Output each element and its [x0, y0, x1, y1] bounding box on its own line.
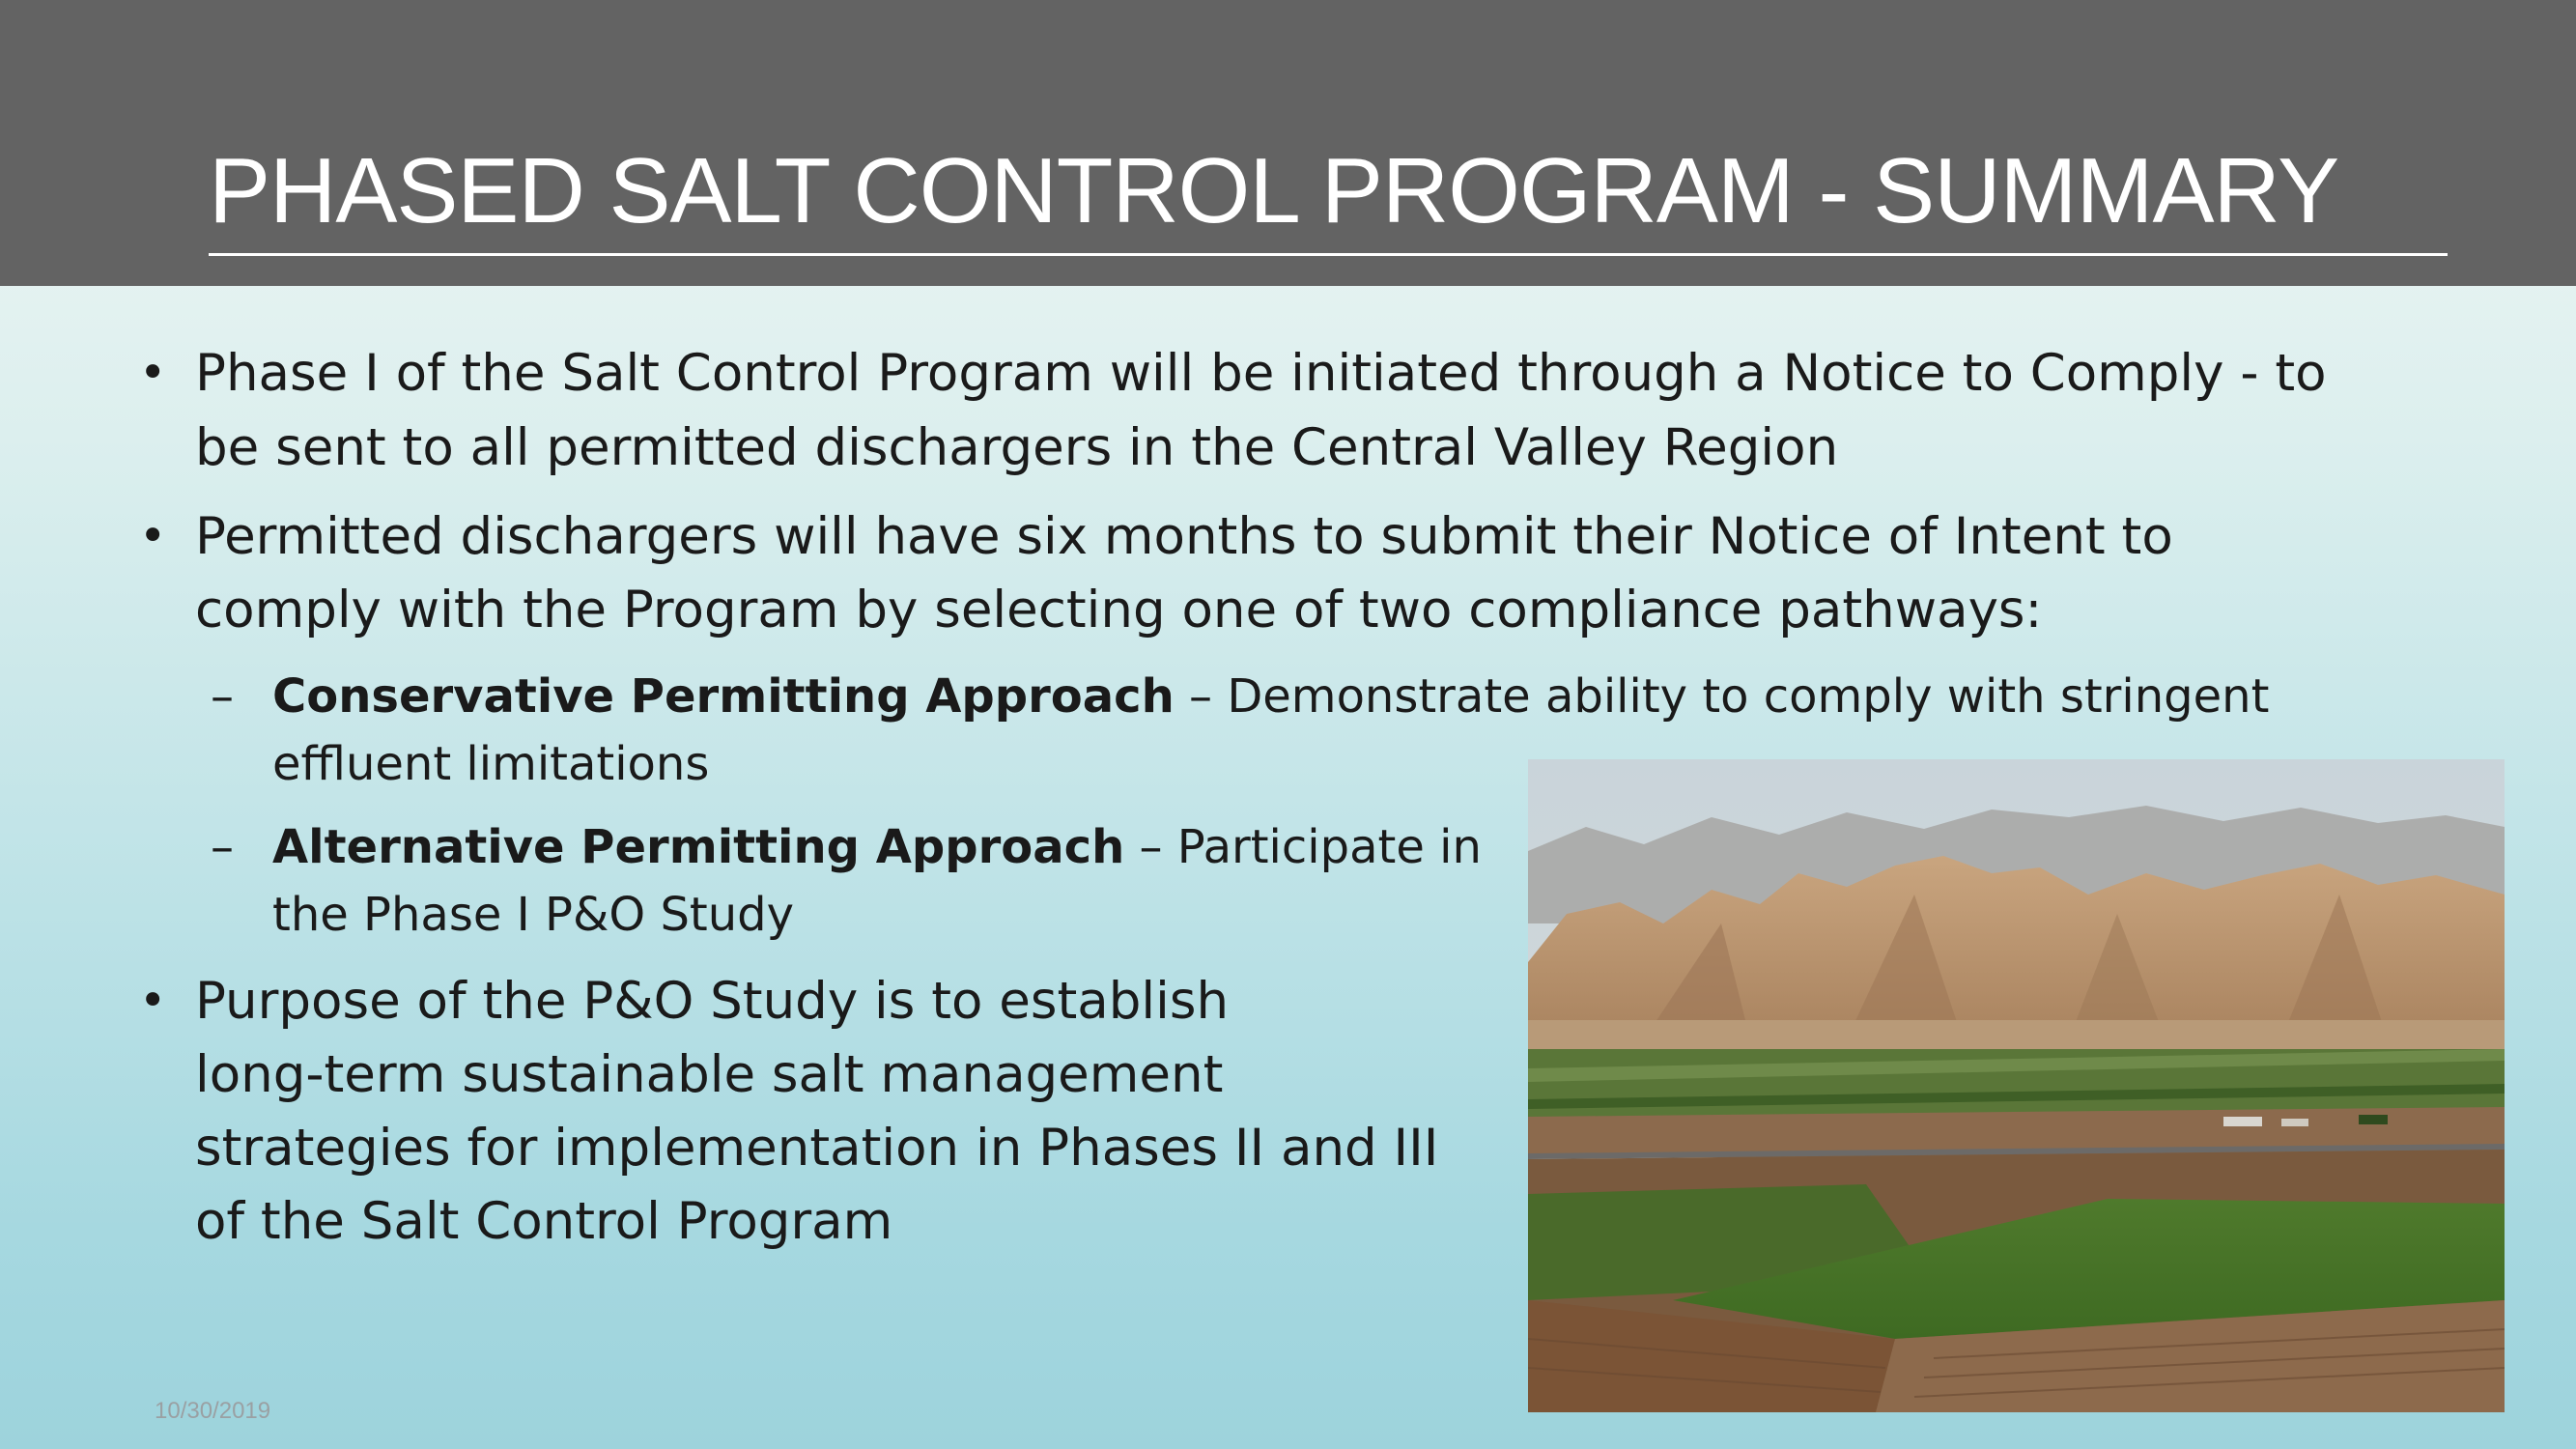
- bullet-3-line-1: Purpose of the P&O Study is to establish: [195, 972, 1230, 1031]
- dash-mark: –: [211, 669, 234, 724]
- approach-description: – Participate in: [1124, 820, 1482, 874]
- sub-bullet-1-line-1: [272, 663, 2269, 730]
- bullet-mark: •: [139, 346, 167, 400]
- slide-date: 10/30/2019: [155, 1398, 271, 1424]
- sub-bullet-2-line-1: [272, 813, 1482, 881]
- slide-title: PHASED SALT CONTROL PROGRAM - SUMMARY: [209, 139, 2339, 242]
- dash-mark: –: [211, 820, 234, 874]
- bullet-3-line-2: long-term sustainable salt management: [195, 1045, 1224, 1104]
- bullet-3-line-4: of the Salt Control Program: [195, 1192, 893, 1251]
- sub-bullet-1-line-2: effluent limitations: [272, 737, 710, 791]
- bullet-3-line-3: strategies for implementation in Phases II and III: [195, 1119, 1439, 1178]
- bullet-mark: •: [139, 974, 167, 1028]
- bullet-1-line-1: Phase I of the Salt Control Program will be initiated through a Notice to Comply - to: [195, 344, 2327, 403]
- landscape-photo: [1528, 759, 2505, 1412]
- bullet-2-line-1: Permitted dischargers will have six months to submit their Notice of Intent to: [195, 507, 2173, 566]
- approach-name: Alternative Permitting Approach: [272, 820, 1125, 874]
- bullet-mark: •: [139, 509, 167, 563]
- bullet-1-line-2: be sent to all permitted dischargers in the Central Valley Region: [195, 418, 1839, 477]
- bullet-2-line-2: comply with the Program by selecting one of two compliance pathways:: [195, 581, 2043, 639]
- sub-bullet-2-line-2: the Phase I P&O Study: [272, 888, 795, 942]
- approach-description: – Demonstrate ability to comply with stringent: [1174, 669, 2270, 724]
- approach-name: Conservative Permitting Approach: [272, 669, 1175, 724]
